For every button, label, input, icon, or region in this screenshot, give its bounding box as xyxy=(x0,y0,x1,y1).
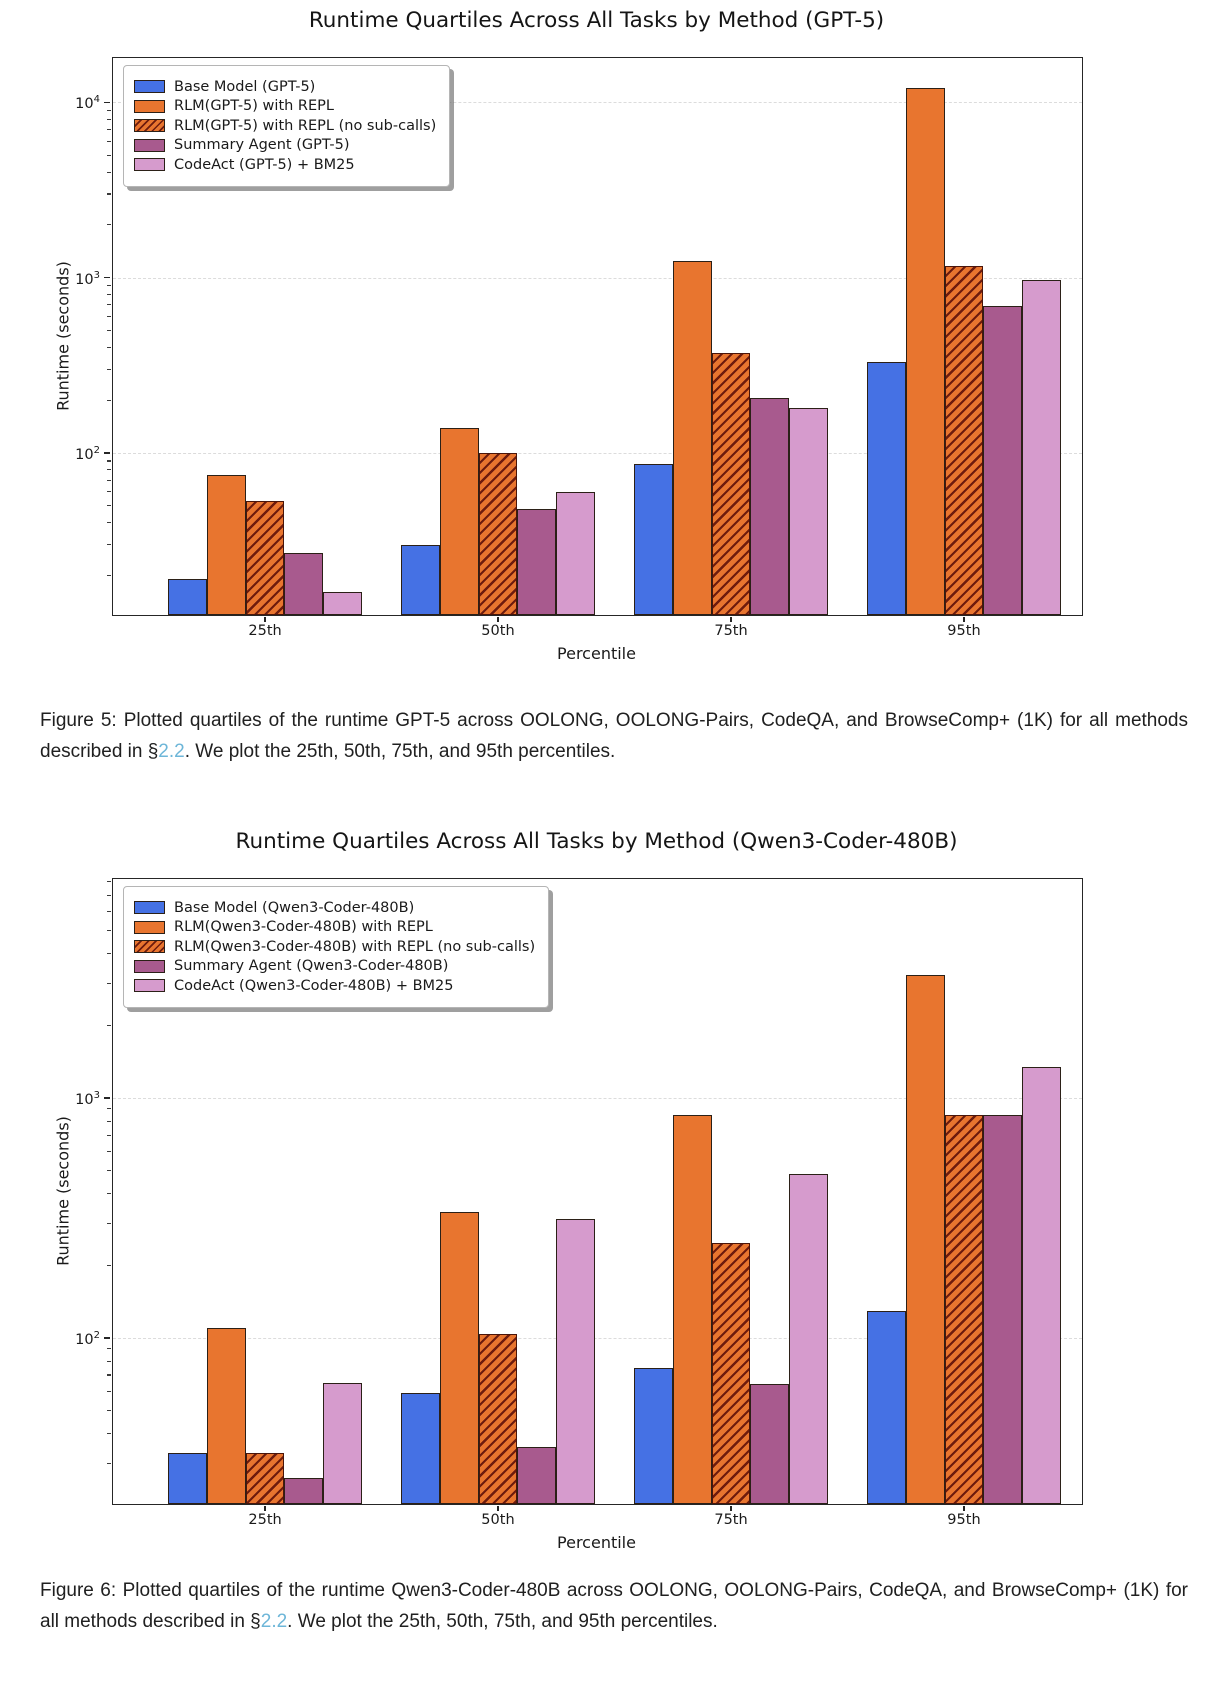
y-minor-tick xyxy=(107,1391,111,1392)
bar-95th-series0 xyxy=(867,362,906,615)
bar-50th-series1 xyxy=(440,1212,479,1504)
legend-item xyxy=(134,958,535,974)
y-minor-tick xyxy=(107,1025,111,1026)
bar-75th-series2 xyxy=(712,1243,751,1504)
y-minor-tick xyxy=(107,491,111,492)
x-tick-label: 95th xyxy=(947,1512,981,1528)
legend-label: Summary Agent (Qwen3-Coder-480B) xyxy=(174,958,449,975)
y-minor-tick xyxy=(107,316,111,317)
y-minor-tick xyxy=(107,881,111,882)
y-tick-label: $10^4$ xyxy=(75,94,100,113)
y-minor-tick xyxy=(107,460,111,461)
x-tick-label: 50th xyxy=(481,1512,515,1528)
y-minor-tick xyxy=(107,1374,111,1375)
caption-text: . We plot the 25th, 50th, 75th, and 95th percentiles. xyxy=(287,1610,718,1632)
y-minor-tick xyxy=(107,895,111,896)
legend xyxy=(123,65,450,187)
x-tick-label: 75th xyxy=(714,623,748,639)
legend-swatch xyxy=(134,921,165,934)
figure-label: Figure 5: xyxy=(40,710,117,731)
bar-25th-series2 xyxy=(246,1453,285,1504)
caption-text: Plotted quartiles of the runtime GPT-5 across OOLONG, OOLONG-Pairs, CodeQA, and BrowseComp+ (1K) for all methods described in § xyxy=(40,710,1188,762)
y-minor-tick xyxy=(107,575,111,576)
caption-text: Plotted quartiles of the runtime Qwen3-Coder-480B across OOLONG, OOLONG-Pairs, CodeQA, and BrowseComp+ (1K) for all methods described in § xyxy=(40,1580,1188,1632)
bar-75th-series3 xyxy=(750,1384,789,1504)
bar-75th-series4 xyxy=(789,1174,828,1504)
y-minor-tick xyxy=(107,930,111,931)
y-minor-tick xyxy=(107,911,111,912)
bar-50th-series0 xyxy=(401,545,440,615)
y-minor-tick xyxy=(107,953,111,954)
bar-95th-series3 xyxy=(983,306,1022,615)
y-major-tick xyxy=(104,102,110,103)
y-minor-tick xyxy=(107,304,111,305)
y-minor-tick xyxy=(107,1348,111,1349)
y-minor-tick xyxy=(107,1361,111,1362)
legend xyxy=(123,886,549,1008)
legend-swatch xyxy=(134,940,165,953)
y-minor-tick xyxy=(107,110,111,111)
bar-95th-series1 xyxy=(906,975,945,1504)
legend-label: RLM(GPT-5) with REPL xyxy=(174,98,334,115)
y-minor-tick xyxy=(107,400,111,401)
y-minor-tick xyxy=(107,347,111,348)
x-tick xyxy=(497,1506,498,1511)
bar-75th-series2 xyxy=(712,353,751,615)
legend-item xyxy=(134,939,535,955)
legend-item xyxy=(134,157,436,173)
legend-label: RLM(GPT-5) with REPL (no sub-calls) xyxy=(174,117,437,134)
y-minor-tick xyxy=(107,119,111,120)
bar-25th-series3 xyxy=(284,553,323,615)
y-minor-tick xyxy=(107,1223,111,1224)
plot-area xyxy=(75,57,1083,639)
bar-25th-series1 xyxy=(207,475,246,615)
figure5-caption xyxy=(40,706,1188,767)
y-minor-tick xyxy=(107,1108,111,1109)
legend-swatch xyxy=(134,158,165,171)
y-minor-tick xyxy=(107,1433,111,1434)
legend-label: Summary Agent (GPT-5) xyxy=(174,137,350,154)
y-minor-tick xyxy=(107,224,111,225)
legend-swatch xyxy=(134,80,165,93)
y-tick-label: $10^3$ xyxy=(75,269,100,288)
legend-swatch xyxy=(134,979,165,992)
legend-item xyxy=(134,79,436,95)
x-tick-label: 95th xyxy=(947,623,981,639)
bar-75th-series1 xyxy=(673,261,712,615)
bar-95th-series2 xyxy=(945,266,984,615)
x-axis-label: Percentile xyxy=(557,644,636,663)
bar-75th-series0 xyxy=(634,464,673,615)
bar-95th-series4 xyxy=(1022,1067,1061,1504)
legend-item xyxy=(134,919,535,935)
legend-label: CodeAct (GPT-5) + BM25 xyxy=(174,156,355,173)
bar-50th-series2 xyxy=(479,1334,518,1504)
y-minor-tick xyxy=(107,505,111,506)
legend-swatch xyxy=(134,901,165,914)
chart-title: Runtime Quartiles Across All Tasks by Method (Qwen3-Coder-480B) xyxy=(235,829,958,854)
bar-50th-series0 xyxy=(401,1393,440,1504)
y-minor-tick xyxy=(107,193,111,194)
y-major-tick xyxy=(104,1337,110,1338)
bar-95th-series1 xyxy=(906,88,945,615)
bar-25th-series1 xyxy=(207,1328,246,1504)
y-major-tick xyxy=(104,1097,110,1098)
y-minor-tick xyxy=(107,1151,111,1152)
legend-label: CodeAct (Qwen3-Coder-480B) + BM25 xyxy=(174,977,454,994)
bar-25th-series4 xyxy=(323,1383,362,1504)
x-tick-label: 25th xyxy=(248,1512,282,1528)
y-minor-tick xyxy=(107,1135,111,1136)
y-major-tick xyxy=(104,452,110,453)
x-tick-label: 75th xyxy=(714,1512,748,1528)
x-tick xyxy=(730,1506,731,1511)
bar-50th-series1 xyxy=(440,428,479,615)
bar-25th-series0 xyxy=(168,579,207,615)
bar-50th-series3 xyxy=(517,509,556,615)
y-minor-tick xyxy=(107,522,111,523)
bar-50th-series4 xyxy=(556,492,595,615)
legend-swatch xyxy=(134,100,165,113)
y-minor-tick xyxy=(107,1193,111,1194)
legend-swatch xyxy=(134,139,165,152)
x-tick-label: 25th xyxy=(248,623,282,639)
bar-50th-series2 xyxy=(479,453,518,615)
figure-label: Figure 6: xyxy=(40,1580,117,1601)
y-minor-tick xyxy=(107,1265,111,1266)
bar-25th-series2 xyxy=(246,501,285,615)
caption-text: . We plot the 25th, 50th, 75th, and 95th percentiles. xyxy=(184,740,616,762)
bar-50th-series4 xyxy=(556,1219,595,1504)
y-minor-tick xyxy=(107,294,111,295)
y-minor-tick xyxy=(107,369,111,370)
section-link[interactable]: 2.2 xyxy=(260,1610,288,1632)
x-tick xyxy=(963,1506,964,1511)
legend-item xyxy=(134,978,535,994)
y-minor-tick xyxy=(107,172,111,173)
y-minor-tick xyxy=(107,1170,111,1171)
bar-95th-series4 xyxy=(1022,280,1061,615)
figure6-caption xyxy=(40,1576,1188,1637)
y-minor-tick xyxy=(107,129,111,130)
y-minor-tick xyxy=(107,983,111,984)
y-minor-tick xyxy=(107,1410,111,1411)
bar-75th-series0 xyxy=(634,1368,673,1504)
x-tick xyxy=(730,617,731,622)
y-tick-label: $10^2$ xyxy=(75,444,100,463)
x-tick xyxy=(264,617,265,622)
section-link[interactable]: 2.2 xyxy=(158,740,185,762)
y-minor-tick xyxy=(107,330,111,331)
y-minor-tick xyxy=(107,469,111,470)
bar-25th-series0 xyxy=(168,1453,207,1504)
x-tick xyxy=(497,617,498,622)
legend-item xyxy=(134,98,436,114)
chart-title: Runtime Quartiles Across All Tasks by Method (GPT-5) xyxy=(308,8,885,33)
x-tick xyxy=(963,617,964,622)
bar-95th-series2 xyxy=(945,1115,984,1504)
y-major-tick xyxy=(104,277,110,278)
bar-25th-series3 xyxy=(284,1478,323,1504)
x-axis-label: Percentile xyxy=(557,1533,636,1552)
y-axis-label: Runtime (seconds) xyxy=(53,1115,73,1266)
x-tick xyxy=(264,1506,265,1511)
y-axis-label: Runtime (seconds) xyxy=(53,260,73,411)
y-tick-label: $10^2$ xyxy=(75,1329,100,1348)
bar-25th-series4 xyxy=(323,592,362,615)
legend-label: RLM(Qwen3-Coder-480B) with REPL (no sub-calls) xyxy=(174,938,536,955)
bar-75th-series3 xyxy=(750,398,789,615)
legend-item xyxy=(134,900,535,916)
y-minor-tick xyxy=(107,141,111,142)
legend-label: RLM(Qwen3-Coder-480B) with REPL xyxy=(174,919,433,936)
plot-area xyxy=(75,878,1083,1528)
legend-item xyxy=(134,137,436,153)
legend-label: Base Model (GPT-5) xyxy=(174,78,316,95)
y-tick-label: $10^3$ xyxy=(75,1089,100,1108)
y-minor-tick xyxy=(107,285,111,286)
bar-95th-series0 xyxy=(867,1311,906,1504)
y-minor-tick xyxy=(107,1121,111,1122)
legend-swatch xyxy=(134,119,165,132)
bar-50th-series3 xyxy=(517,1447,556,1504)
y-minor-tick xyxy=(107,155,111,156)
x-tick-label: 50th xyxy=(481,623,515,639)
legend-swatch xyxy=(134,960,165,973)
bar-75th-series4 xyxy=(789,408,828,615)
bar-75th-series1 xyxy=(673,1115,712,1504)
bar-95th-series3 xyxy=(983,1115,1022,1504)
y-minor-tick xyxy=(107,544,111,545)
legend-item xyxy=(134,118,436,134)
y-minor-tick xyxy=(107,1463,111,1464)
y-minor-tick xyxy=(107,480,111,481)
legend-label: Base Model (Qwen3-Coder-480B) xyxy=(174,899,415,916)
